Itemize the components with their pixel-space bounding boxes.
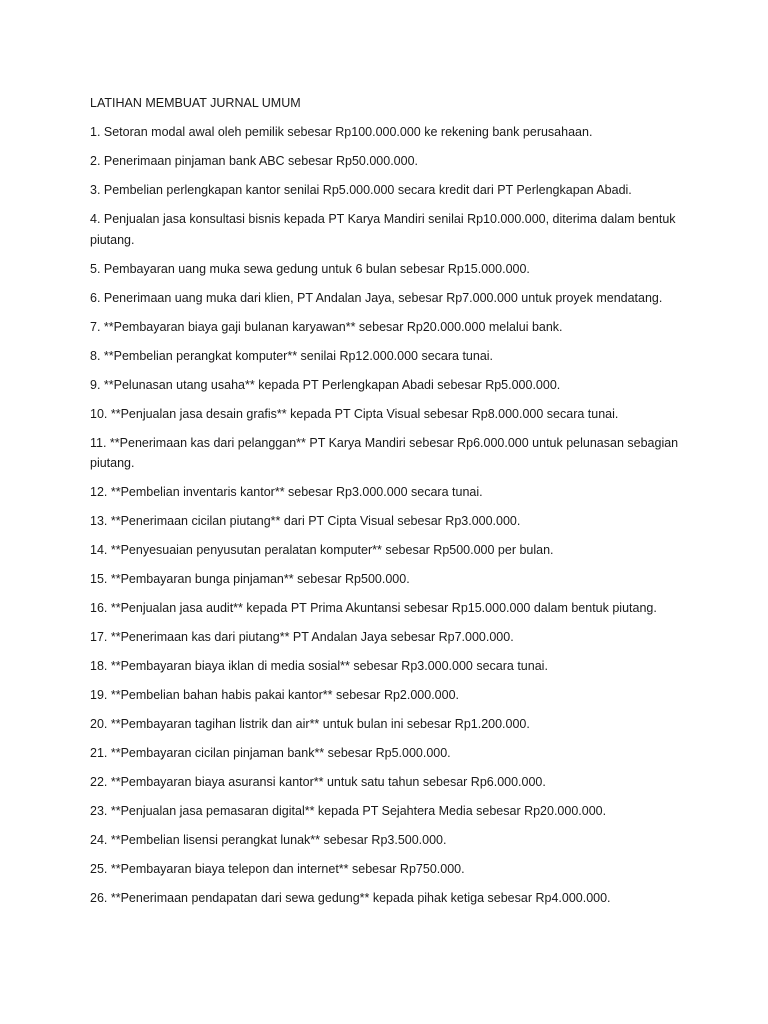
list-item: 3. Pembelian perlengkapan kantor senilai Rp5.000.000 secara kredit dari PT Perlengkapan Abadi.	[90, 183, 632, 197]
list-item: 4. Penjualan jasa konsultasi bisnis kepada PT Karya Mandiri senilai Rp10.000.000, diterima dalam bentuk piutang.	[90, 212, 676, 247]
list-item: 2. Penerimaan pinjaman bank ABC sebesar Rp50.000.000.	[90, 154, 418, 168]
list-item: 8. **Pembelian perangkat komputer** senilai Rp12.000.000 secara tunai.	[90, 348, 494, 363]
list-item: 10. **Penjualan jasa desain grafis** kepada PT Cipta Visual sebesar Rp8.000.000 secara tunai.	[90, 406, 619, 421]
document-page	[90, 93, 690, 917]
list-item: 21. **Pembayaran cicilan pinjaman bank** sebesar Rp5.000.000.	[90, 746, 451, 760]
list-item: 20. **Pembayaran tagihan listrik dan air** untuk bulan ini sebesar Rp1.200.000.	[90, 717, 530, 731]
list-item: 13. **Penerimaan cicilan piutang** dari PT Cipta Visual sebesar Rp3.000.000.	[90, 514, 521, 528]
list-item: 14. **Penyesuaian penyusutan peralatan komputer** sebesar Rp500.000 per bulan.	[90, 543, 554, 557]
document-title: LATIHAN MEMBUAT JURNAL UMUM	[90, 96, 301, 110]
list-item: 7. **Pembayaran biaya gaji bulanan karyawan** sebesar Rp20.000.000 melalui bank.	[90, 319, 563, 334]
list-item: 6. Penerimaan uang muka dari klien, PT Andalan Jaya, sebesar Rp7.000.000 untuk proyek mendatang.	[90, 290, 663, 305]
list-item: 16. **Penjualan jasa audit** kepada PT Prima Akuntansi sebesar Rp15.000.000 dalam bentuk piutang.	[90, 601, 657, 615]
list-item: 24. **Pembelian lisensi perangkat lunak** sebesar Rp3.500.000.	[90, 833, 447, 847]
list-item: 12. **Pembelian inventaris kantor** sebesar Rp3.000.000 secara tunai.	[90, 485, 483, 499]
list-item: 26. **Penerimaan pendapatan dari sewa gedung** kepada pihak ketiga sebesar Rp4.000.000.	[90, 891, 611, 905]
list-item: 23. **Penjualan jasa pemasaran digital** kepada PT Sejahtera Media sebesar Rp20.000.000.	[90, 804, 607, 818]
list-item: 11. **Penerimaan kas dari pelanggan** PT Karya Mandiri sebesar Rp6.000.000 untuk pelunasan sebagian piutang.	[90, 435, 679, 470]
list-item: 17. **Penerimaan kas dari piutang** PT Andalan Jaya sebesar Rp7.000.000.	[90, 630, 514, 644]
list-item: 9. **Pelunasan utang usaha** kepada PT Perlengkapan Abadi sebesar Rp5.000.000.	[90, 377, 561, 392]
list-item: 18. **Pembayaran biaya iklan di media sosial** sebesar Rp3.000.000 secara tunai.	[90, 659, 548, 673]
list-item: 25. **Pembayaran biaya telepon dan internet** sebesar Rp750.000.	[90, 862, 465, 876]
item-list	[90, 122, 690, 909]
list-item: 15. **Pembayaran bunga pinjaman** sebesar Rp500.000.	[90, 572, 410, 586]
list-item: 19. **Pembelian bahan habis pakai kantor** sebesar Rp2.000.000.	[90, 688, 460, 702]
list-item: 22. **Pembayaran biaya asuransi kantor** untuk satu tahun sebesar Rp6.000.000.	[90, 775, 546, 789]
list-item: 1. Setoran modal awal oleh pemilik sebesar Rp100.000.000 ke rekening bank perusahaan.	[90, 125, 593, 139]
list-item: 5. Pembayaran uang muka sewa gedung untuk 6 bulan sebesar Rp15.000.000.	[90, 261, 530, 276]
